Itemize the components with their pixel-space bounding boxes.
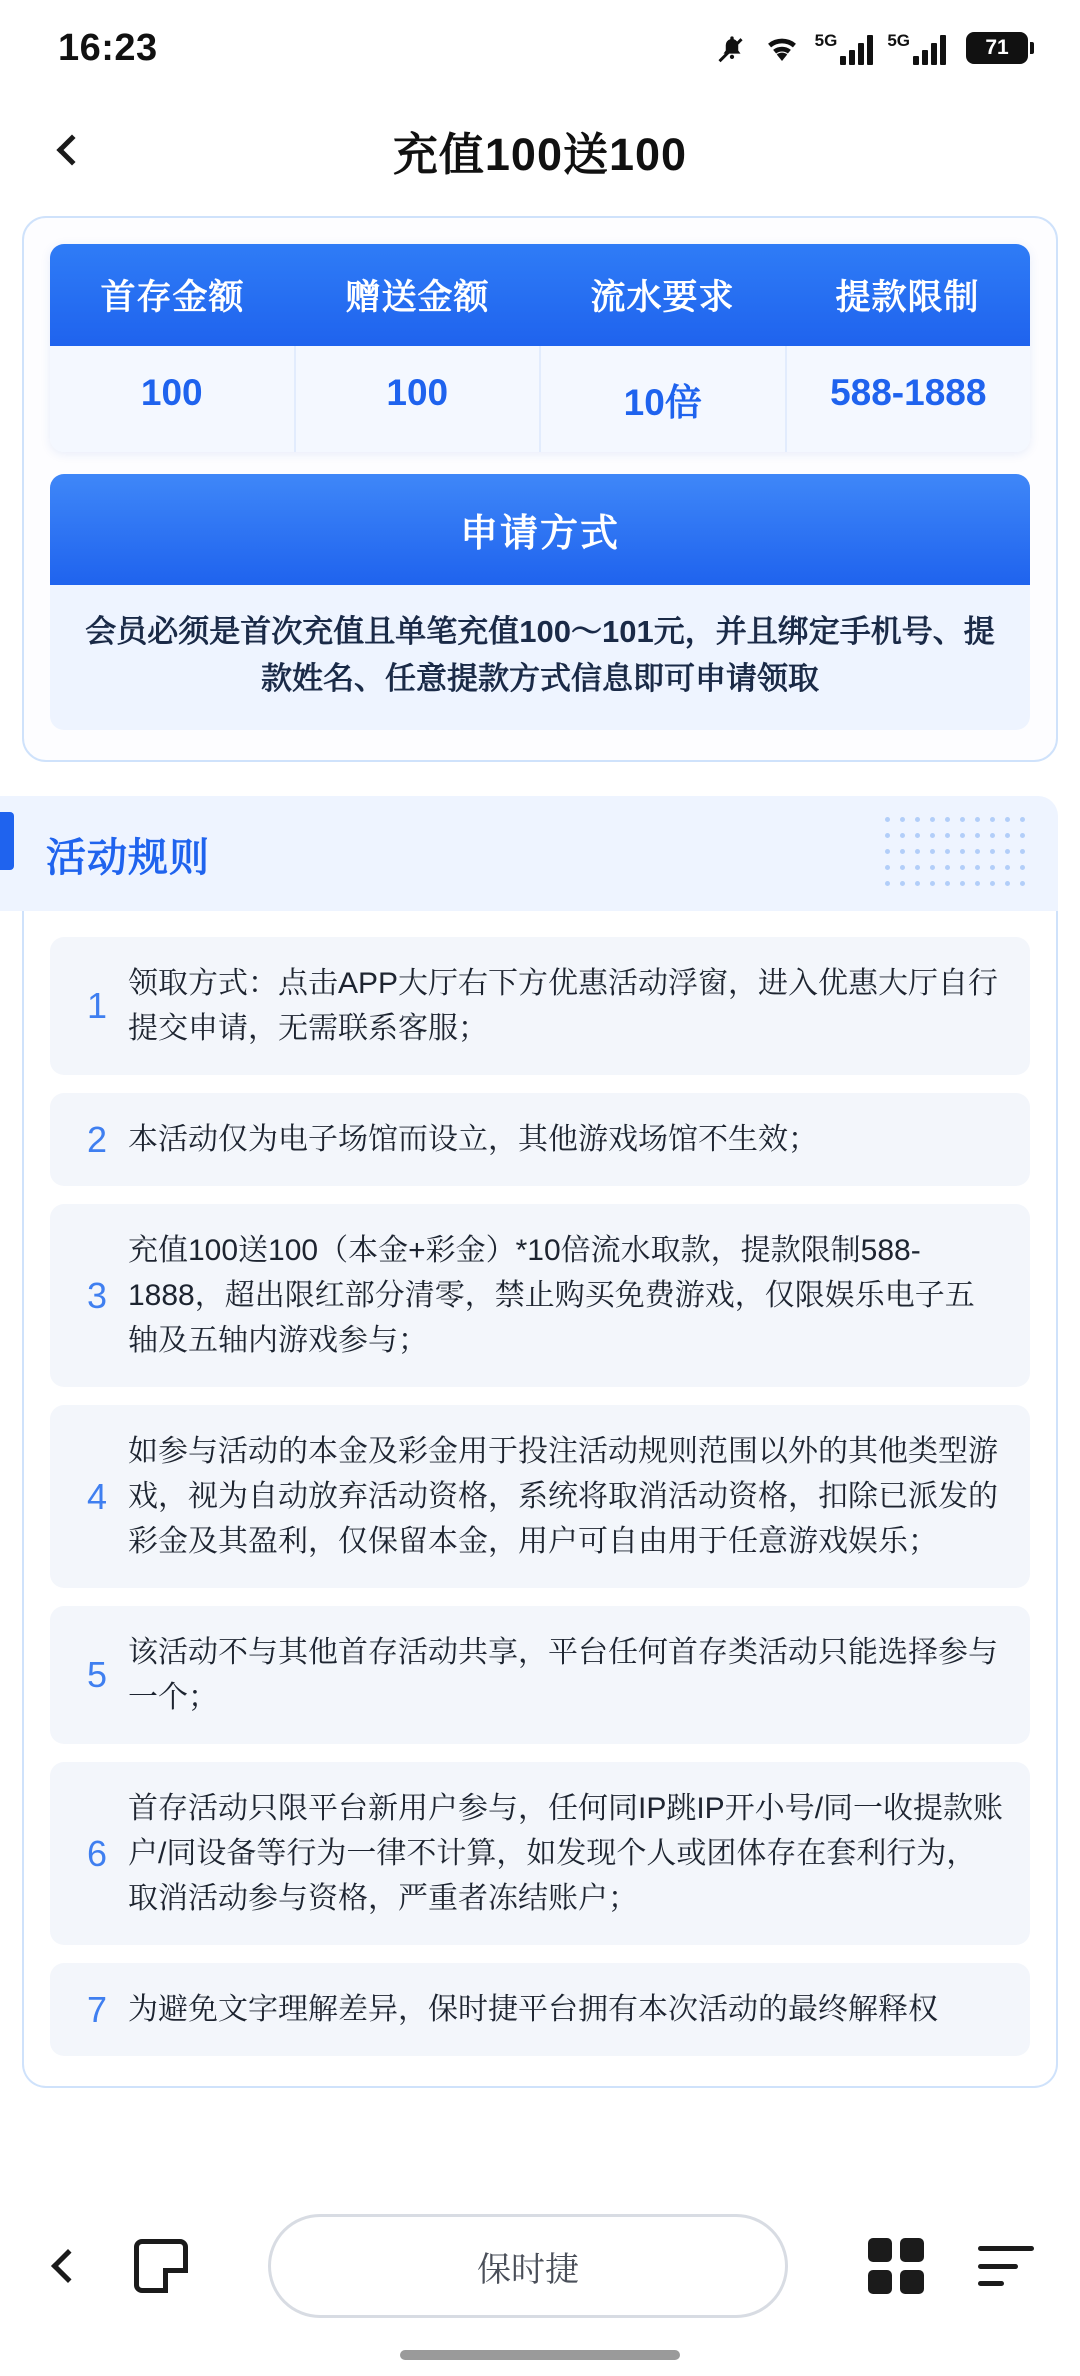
table-row: [50, 346, 1030, 452]
grid-apps-icon: [868, 2238, 924, 2294]
promo-info-card: [22, 216, 1058, 762]
network-label: 5G: [814, 30, 838, 50]
bottom-navigation-bar: [0, 2190, 1080, 2376]
back-button[interactable]: [40, 118, 104, 182]
site-label-pill[interactable]: 保时捷: [268, 2214, 788, 2318]
rules-title: 活动规则: [46, 836, 210, 880]
rule-text: 充值100送100（本金+彩金）*10倍流水取款，提款限制588-1888，超出限红部分清零，禁止购买免费游戏，仅限娱乐电子五轴及五轴内游戏参与；: [128, 1234, 975, 1357]
promo-table: [50, 244, 1030, 452]
apply-method-title: 申请方式: [50, 474, 1030, 585]
nav-back-button[interactable]: [46, 2254, 80, 2278]
table-cell: 10倍: [541, 346, 787, 452]
rule-number: 4: [86, 1475, 108, 1517]
status-bar: [0, 0, 1080, 96]
table-cell: 100: [296, 346, 542, 452]
table-cell: 100: [50, 346, 296, 452]
rule-text: 领取方式：点击APP大厅右下方优惠活动浮窗，进入优惠大厅自行提交申请，无需联系客服；: [128, 967, 999, 1045]
dot-pattern-decor: [880, 812, 1030, 892]
table-header-cell: 流水要求: [590, 278, 735, 317]
rule-text: 为避免文字理解差异，保时捷平台拥有本次活动的最终解释权: [128, 1993, 938, 2026]
recent-apps-icon: [134, 2239, 188, 2293]
rule-text: 首存活动只限平台新用户参与，任何同IP跳IP开小号/同一收提款账户/同设备等行为一律不计算，如发现个人或团体存在套利行为，取消活动参与资格，严重者冻结账户；: [128, 1792, 1004, 1915]
rule-text: 本活动仅为电子场馆而设立，其他游戏场馆不生效；: [128, 1123, 818, 1156]
rules-section: [0, 796, 1058, 2088]
nav-menu-button[interactable]: [978, 2246, 1034, 2286]
rule-text: 该活动不与其他首存活动共享，平台任何首存类活动只能选择参与一个；: [128, 1636, 998, 1714]
rule-number: 2: [86, 1118, 108, 1160]
home-indicator[interactable]: [400, 2350, 680, 2360]
bell-muted-icon: [715, 31, 749, 65]
signal-bars: [840, 35, 873, 65]
rule-item: [50, 937, 1030, 1075]
wifi-icon: [763, 32, 801, 64]
nav-apps-button[interactable]: [868, 2238, 924, 2294]
menu-lines-icon: [978, 2246, 1034, 2286]
chevron-left-icon: [51, 2249, 85, 2283]
rules-card: [22, 911, 1058, 2088]
signal-5g-icon-2: [887, 32, 946, 65]
page-title: 充值100送100: [392, 128, 688, 180]
status-time: 16:23: [58, 26, 158, 69]
title-bar: [0, 96, 1080, 204]
rules-header: [0, 796, 1058, 911]
rule-item: [50, 1963, 1030, 2056]
rule-number: 1: [86, 985, 108, 1026]
network-label: 5G: [887, 30, 910, 50]
rule-text: 如参与活动的本金及彩金用于投注活动规则范围以外的其他类型游戏，视为自动放弃活动资格，系统将取消活动资格，扣除已派发的彩金及其盈利，仅保留本金，用户可自由用于任意游戏娱乐；: [128, 1435, 998, 1558]
page-content: [0, 216, 1080, 2088]
rule-item: [50, 1762, 1030, 1945]
rule-item: [50, 1606, 1030, 1744]
nav-recent-apps-button[interactable]: [134, 2239, 188, 2293]
table-cell: 588-1888: [830, 372, 987, 413]
rule-item: [50, 1093, 1030, 1186]
rule-number: 7: [86, 1988, 108, 2030]
status-icons: [715, 31, 1028, 65]
signal-bars: [913, 35, 946, 65]
table-header-cell: 首存金额: [100, 278, 245, 317]
rule-number: 5: [86, 1654, 108, 1695]
battery-icon: 71: [966, 32, 1028, 64]
rule-number: 3: [86, 1274, 108, 1316]
rule-number: 6: [86, 1832, 108, 1874]
apply-method-text: 会员必须是首次充值且单笔充值100～101元，并且绑定手机号、提款姓名、任意提款方式信息即可申请领取: [50, 585, 1030, 730]
rule-item: [50, 1204, 1030, 1387]
signal-5g-icon-1: [815, 32, 874, 65]
chevron-left-icon: [56, 134, 87, 165]
rule-item: [50, 1405, 1030, 1588]
table-header-cell: 赠送金额: [345, 278, 490, 317]
table-header-cell: 提款限制: [835, 278, 980, 317]
promo-table-header: [50, 244, 1030, 346]
